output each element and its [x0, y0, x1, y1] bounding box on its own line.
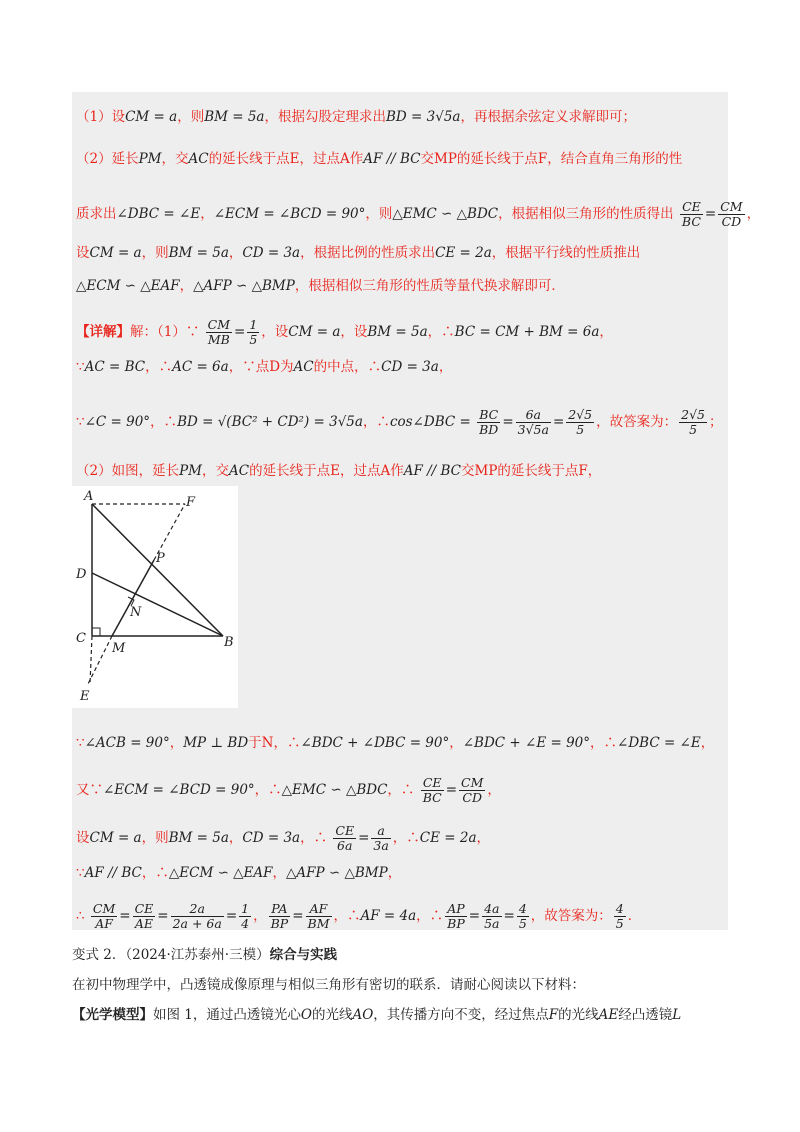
detail-line-3: ∵∠C = 90°，∴BD = √(BC² + CD²) = 3√5a，∴cos∠DBC = $\frac{BC}{BD}$ = $\frac{6a}{3√5a}$ = $\frac{2√5}{5}$ ，故答案为： $\frac{2√5}{5}$ ； [76, 407, 723, 437]
fraction: $\frac{4a}{5a}$ [484, 901, 500, 931]
label-p: P [156, 551, 165, 566]
proof-line-2: 又∵∠ECM = ∠BCD = 90°，∴△EMC ∽ △BDC，∴ $\frac{CE}{BC}$ = $\frac{CM}{CD}$ ， [76, 775, 501, 805]
fraction: $\frac{2a}{2a + 6a}$ [172, 901, 222, 931]
figure-background [72, 486, 238, 708]
variant-heading: 变式 2．（2024·江苏泰州·三模）综合与实践 [72, 947, 338, 963]
fraction: $\frac{CE}{BC}$ [422, 775, 442, 805]
hint-line-3: 质求出∠DBC = ∠E，∠ECM = ∠BCD = 90°，则△EMC ∽ △BDC，根据相似三角形的性质得出 $\frac{CE}{BC}$ = $\frac{CM}{CD}$ ， [76, 199, 761, 229]
geometry-figure [72, 486, 238, 708]
fraction: $\frac{BC}{BD}$ [479, 407, 499, 437]
hint-line-4: 设CM = a，则BM = 5a，CD = 3a，根据比例的性质求出CE = 2a，根据平行线的性质推出 [76, 245, 641, 261]
fraction: $\frac{2√5}{5}$ [568, 407, 593, 437]
proof-line-4: ∵AF // BC，∴△ECM ∽ △EAF，△AFP ∽ △BMP， [76, 865, 402, 881]
fraction: $\frac{2√5}{5}$ [681, 407, 706, 437]
fraction: $\frac{CE}{6a}$ [335, 823, 355, 853]
fraction: $\frac{CE}{BC}$ [681, 199, 701, 229]
fraction: $\frac{CM}{CD}$ [461, 775, 484, 805]
hint-line-5: △ECM ∽ △EAF，△AFP ∽ △BMP，根据相似三角形的性质等量代换求解即可． [76, 278, 565, 294]
fraction: $\frac{6a}{3√5a}$ [517, 407, 549, 437]
label-m: M [112, 641, 126, 656]
fraction: $\frac{1}{4}$ [241, 901, 250, 931]
fraction: $\frac{4}{5}$ [518, 901, 527, 931]
fraction: $\frac{CM}{MB}$ [207, 317, 231, 347]
label-e: E [80, 689, 90, 704]
label-f: F [186, 495, 196, 510]
label-d: D [76, 567, 87, 582]
fraction: $\frac{a}{3a}$ [373, 823, 389, 853]
part2-intro: （2）如图，延长PM，交AC的延长线于点E，过点A作AF // BC交MP的延长线于点F， [76, 463, 602, 479]
detail-line-1: 【详解】解：（1）∵ $\frac{CM}{MB}$ = $\frac{1}{5}$ ，设CM = a，设BM = 5a，∴BC = CM + BM = 6a， [76, 317, 613, 347]
label-n: N [130, 605, 142, 620]
detail-line-2: ∵AC = BC，∴AC = 6a，∵点D为AC的中点，∴CD = 3a， [76, 359, 453, 375]
fraction: $\frac{CE}{AE}$ [134, 901, 154, 931]
fraction: $\frac{PA}{BP}$ [270, 901, 289, 931]
proof-line-5: ∴ $\frac{CM}{AF}$ = $\frac{CE}{AE}$ = $\frac{2a}{2a + 6a}$ = $\frac{1}{4}$ ， $\frac{PA}{BP}$ = $\frac{AF}{BM}$ ，∴AF = 4a，∴ $\frac{AP}{BP}$ = $\frac{4a}{5a}$ = $\frac{4}{5}$ ，故答案为： $\frac{4}{5}$ ． [76, 901, 642, 931]
hint-line-2: （2）延长PM，交AC的延长线于点E，过点A作AF // BC交MP的延长线于点F，结合直角三角形的性 [76, 151, 683, 167]
variant-intro: 在初中物理学中，凸透镜成像原理与相似三角形有密切的联系．请耐心阅读以下材料： [72, 977, 585, 993]
hint-line-1: （1）设CM = a，则BM = 5a，根据勾股定理求出BD = 3√5a，再根据余弦定义求解即可； [76, 109, 636, 125]
fraction: $\frac{AP}{BP}$ [447, 901, 465, 931]
proof-line-3: 设CM = a，则BM = 5a，CD = 3a，∴ $\frac{CE}{6a}$ = $\frac{a}{3a}$ ，∴CE = 2a， [76, 823, 491, 853]
label-a: A [84, 489, 94, 504]
fraction: $\frac{CM}{CD}$ [720, 199, 743, 229]
proof-line-1: ∵∠ACB = 90°，MP ⊥ BD于N，∴∠BDC + ∠DBC = 90°，∠BDC + ∠E = 90°，∴∠DBC = ∠E， [76, 735, 715, 751]
fraction: $\frac{1}{5}$ [249, 317, 258, 347]
optical-model-line: 【光学模型】如图 1，通过凸透镜光心O的光线AO，其传播方向不变，经过焦点F的光线AE经凸透镜L [72, 1007, 682, 1023]
fraction: $\frac{AF}{BM}$ [307, 901, 330, 931]
fraction: $\frac{4}{5}$ [615, 901, 624, 931]
fraction: $\frac{CM}{AF}$ [92, 901, 116, 931]
label-b: B [224, 635, 234, 650]
label-c: C [76, 631, 86, 646]
